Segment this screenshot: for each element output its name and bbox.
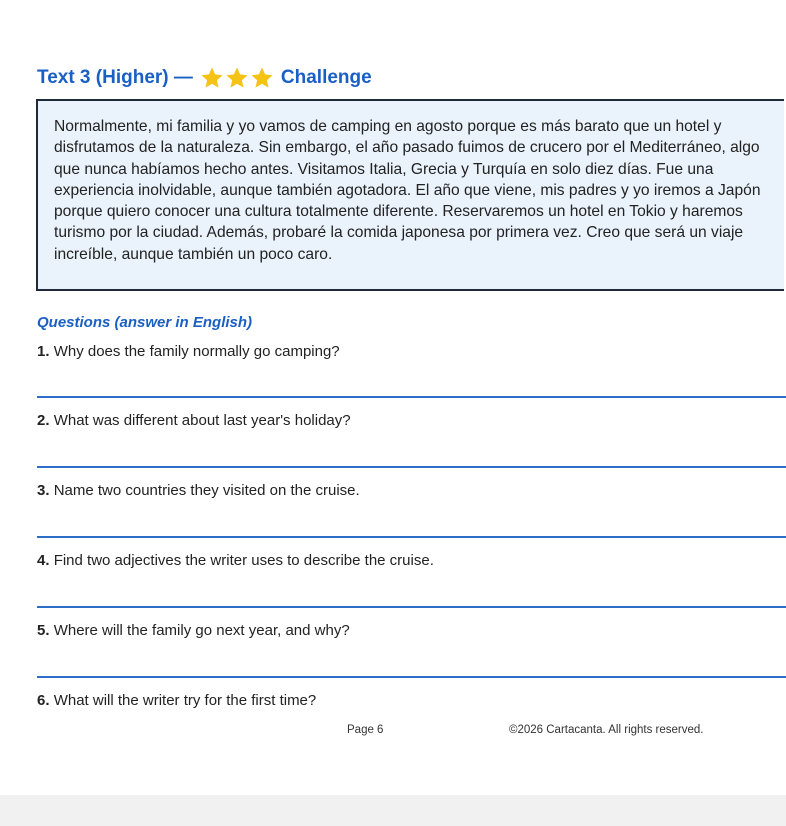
answer-line-4[interactable] [37, 606, 786, 608]
question-1 [37, 343, 340, 360]
star-icon [225, 66, 249, 90]
question-text: What was different about last year's holiday? [53, 412, 351, 429]
question-text: Where will the family go next year, and why? [53, 622, 350, 639]
question-3 [37, 482, 360, 499]
question-text: Why does the family normally go camping? [53, 343, 340, 360]
question-number: 6. [37, 692, 50, 709]
question-text: Find two adjectives the writer uses to describe the cruise. [53, 552, 434, 569]
question-2 [37, 412, 351, 429]
page-number: Page 6 [347, 724, 384, 736]
reading-passage-box [36, 99, 784, 291]
answer-line-2[interactable] [37, 466, 786, 468]
title-suffix: Challenge [280, 67, 372, 88]
answer-line-5[interactable] [37, 676, 786, 678]
reading-passage: Normalmente, mi familia y yo vamos de camping en agosto porque es más barato que un hotel y disfrutamos de la naturaleza. Sin embargo, el año pasado fuimos de crucero por el Mediterráneo, algo que nunca habíamos hecho antes. Visitamos Italia, Grecia y Turquía en solo diez días. Fue una experiencia inolvidable, aunque también agotadora. El año que viene, mis padres y yo iremos a Japón porque quiero conocer una cultura totalmente diferente. Reservaremos un hotel en Tokio y haremos turismo por la ciudad. Además, probaré la comida japonesa por primera vez. Creo que será un viaje increíble, aunque también un poco caro. [54, 118, 761, 263]
title-prefix: Text 3 (Higher) — [37, 67, 193, 88]
question-number: 1. [37, 343, 50, 360]
question-5 [37, 622, 350, 639]
section-title [37, 66, 372, 90]
question-number: 3. [37, 482, 50, 499]
question-number: 2. [37, 412, 50, 429]
question-number: 5. [37, 622, 50, 639]
viewer-bottom-band [0, 795, 786, 826]
difficulty-stars [200, 66, 275, 90]
answer-line-1[interactable] [37, 396, 786, 398]
answer-line-3[interactable] [37, 536, 786, 538]
star-icon [250, 66, 274, 90]
star-icon [200, 66, 224, 90]
question-6 [37, 692, 316, 709]
question-text: Name two countries they visited on the cruise. [53, 482, 360, 499]
copyright-notice: ©2026 Cartacanta. All rights reserved. [509, 724, 704, 736]
question-4 [37, 552, 434, 569]
question-text: What will the writer try for the first time? [53, 692, 317, 709]
question-number: 4. [37, 552, 50, 569]
questions-heading: Questions (answer in English) [37, 314, 253, 331]
